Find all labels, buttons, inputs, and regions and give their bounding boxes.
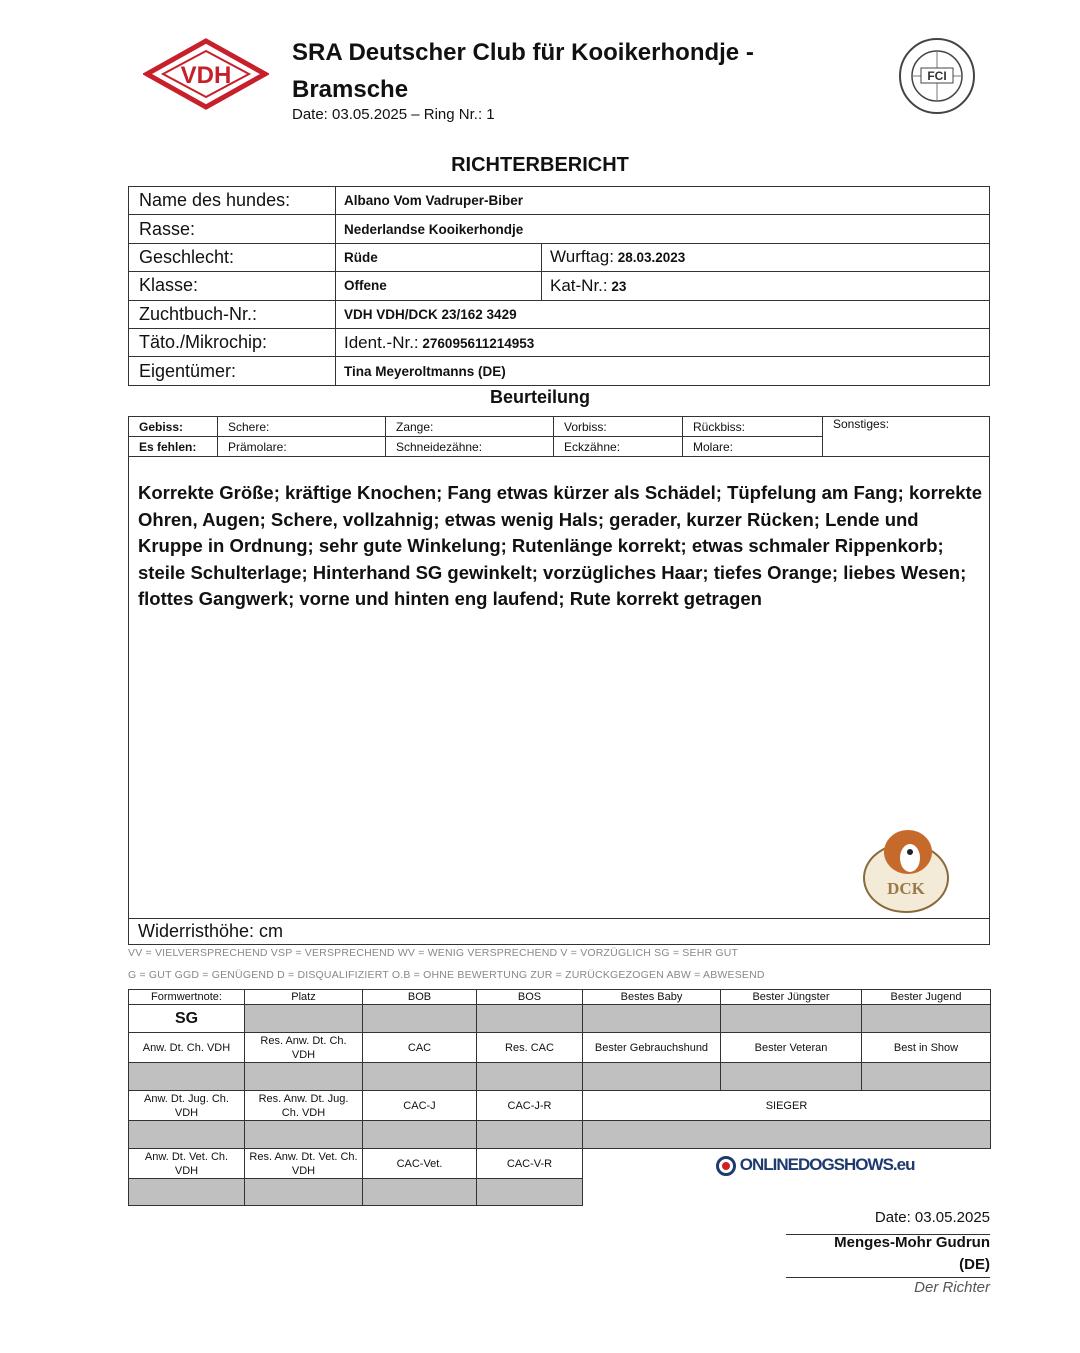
award-label: Res. Anw. Dt. Jug. Ch. VDH [245, 1091, 363, 1121]
ident-label: Ident.-Nr.: [344, 332, 419, 352]
class-label: Klasse: [129, 272, 336, 300]
onlinedogshows-logo: ONLINEDOGSHOWS.eu [716, 1155, 914, 1176]
award-label: Res. Anw. Dt. Vet. Ch. VDH [245, 1149, 363, 1179]
judge-name: Menges-Mohr Gudrun [834, 1234, 990, 1251]
results-header: BOS [477, 990, 583, 1005]
award-label: Bester Gebrauchshund [583, 1033, 721, 1063]
svg-text:FCI: FCI [927, 69, 947, 83]
birthdate-label: Wurftag: [550, 247, 614, 267]
judge-role: Der Richter [914, 1279, 990, 1296]
award-label: Best in Show [862, 1033, 991, 1063]
catalog-label: Kat-Nr.: [550, 275, 608, 295]
dck-club-logo [860, 822, 956, 916]
grade-legend-2: G = GUT GGD = GENÜGEND D = DISQUALIFIZIERT O.B = OHNE BEWERTUNG ZUR = ZURÜCKGEZOGEN ABW = ABWESEND [128, 969, 765, 981]
teeth-table [128, 416, 990, 457]
results-header: Formwertnote: [129, 990, 245, 1005]
breed: Nederlandse Kooikerhondje [336, 215, 990, 243]
studbook-number: VDH VDH/DCK 23/162 3429 [336, 300, 990, 328]
birthdate: 28.03.2023 [617, 250, 686, 266]
grade-legend-1: VV = VIELVERSPRECHEND VSP = VERSPRECHEND WV = WENIG VERSPRECHEND V = VORZÜGLICH SG = SEHR GUT [128, 947, 739, 959]
birthdate-cell [542, 243, 990, 271]
other-field: Sonstiges: [823, 417, 990, 457]
teeth-field: Vorbiss: [554, 417, 683, 437]
award-label: CAC-J [363, 1091, 477, 1121]
show-title: SRA Deutscher Club für Kooikerhondje - Bramsche [292, 39, 754, 103]
missing-field: Eckzähne: [554, 437, 683, 457]
missing-field: Molare: [683, 437, 823, 457]
judge-country: (DE) [959, 1256, 990, 1273]
award-label: Bester Veteran [721, 1033, 862, 1063]
award-label: CAC-V-R [477, 1149, 583, 1179]
sex-label: Geschlecht: [129, 243, 336, 271]
results-header: BOB [363, 990, 477, 1005]
withers-height: Widerristhöhe: cm [128, 918, 990, 945]
owner: Tina Meyeroltmanns (DE) [336, 357, 990, 385]
dog-name: Albano Vom Vadruper-Biber [336, 187, 990, 215]
name-label: Name des hundes: [129, 187, 336, 215]
missing-field: Prämolare: [218, 437, 386, 457]
results-header: Bester Jugend [862, 990, 991, 1005]
award-label: Anw. Dt. Ch. VDH [129, 1033, 245, 1063]
award-label: SIEGER [583, 1091, 991, 1121]
results-header: Bester Jüngster [721, 990, 862, 1005]
show-date-ring: Date: 03.05.2025 – Ring Nr.: 1 [292, 106, 495, 123]
assessment-title: Beurteilung [489, 387, 590, 407]
signature-date: Date: 03.05.2025 [874, 1209, 990, 1226]
signature-line [786, 1277, 990, 1278]
owner-label: Eigentümer: [129, 357, 336, 385]
missing-label: Es fehlen: [129, 437, 218, 457]
ident-number: 276095611214953 [422, 335, 535, 351]
award-label: Res. Anw. Dt. Ch. VDH [245, 1033, 363, 1063]
sex: Rüde [336, 243, 542, 271]
teeth-field: Zange: [386, 417, 554, 437]
teeth-label: Gebiss: [129, 417, 218, 437]
teeth-field: Rückbiss: [683, 417, 823, 437]
results-header: Bestes Baby [583, 990, 721, 1005]
svg-text:DCK: DCK [887, 879, 925, 898]
vdh-logo [143, 38, 269, 110]
assessment-text: Korrekte Größe; kräftige Knochen; Fang etwas kürzer als Schädel; Tüpfelung am Fang; korrekte Ohren, Augen; Schere, vollzahnig; etwas wenig Hals; gerader, kurzer Rücken; Lende und Kruppe in Ordnung; sehr gute Winkelung; Rutenlänge korrekt; etwas schmaler Rippenkorb; steile Schulterlage; Hinterhand SG gewinkelt; vorzügliches Haar; tiefes Orange; liebes Wesen; flottes Gangwerk; vorne und hinten eng laufend; Rute korrekt getragen [138, 482, 982, 609]
chip-label: Täto./Mikrochip: [129, 328, 336, 356]
award-label: CAC-J-R [477, 1091, 583, 1121]
missing-field: Schneidezähne: [386, 437, 554, 457]
teeth-field: Schere: [218, 417, 386, 437]
grade-value: SG [129, 1005, 245, 1033]
svg-text:VDH: VDH [180, 62, 232, 89]
chip-cell [336, 328, 990, 356]
award-label: CAC [363, 1033, 477, 1063]
award-label: Anw. Dt. Vet. Ch. VDH [129, 1149, 245, 1179]
report-title: RICHTERBERICHT [451, 154, 629, 176]
award-label: Res. CAC [477, 1033, 583, 1063]
breed-label: Rasse: [129, 215, 336, 243]
fci-logo [897, 37, 977, 115]
class: Offene [336, 272, 542, 300]
award-label: Anw. Dt. Jug. Ch. VDH [129, 1091, 245, 1121]
results-header: Platz [245, 990, 363, 1005]
catalog-number: 23 [611, 278, 627, 294]
dog-info-table [128, 186, 990, 386]
catalog-cell [542, 272, 990, 300]
studbook-label: Zuchtbuch-Nr.: [129, 300, 336, 328]
award-label: CAC-Vet. [363, 1149, 477, 1179]
